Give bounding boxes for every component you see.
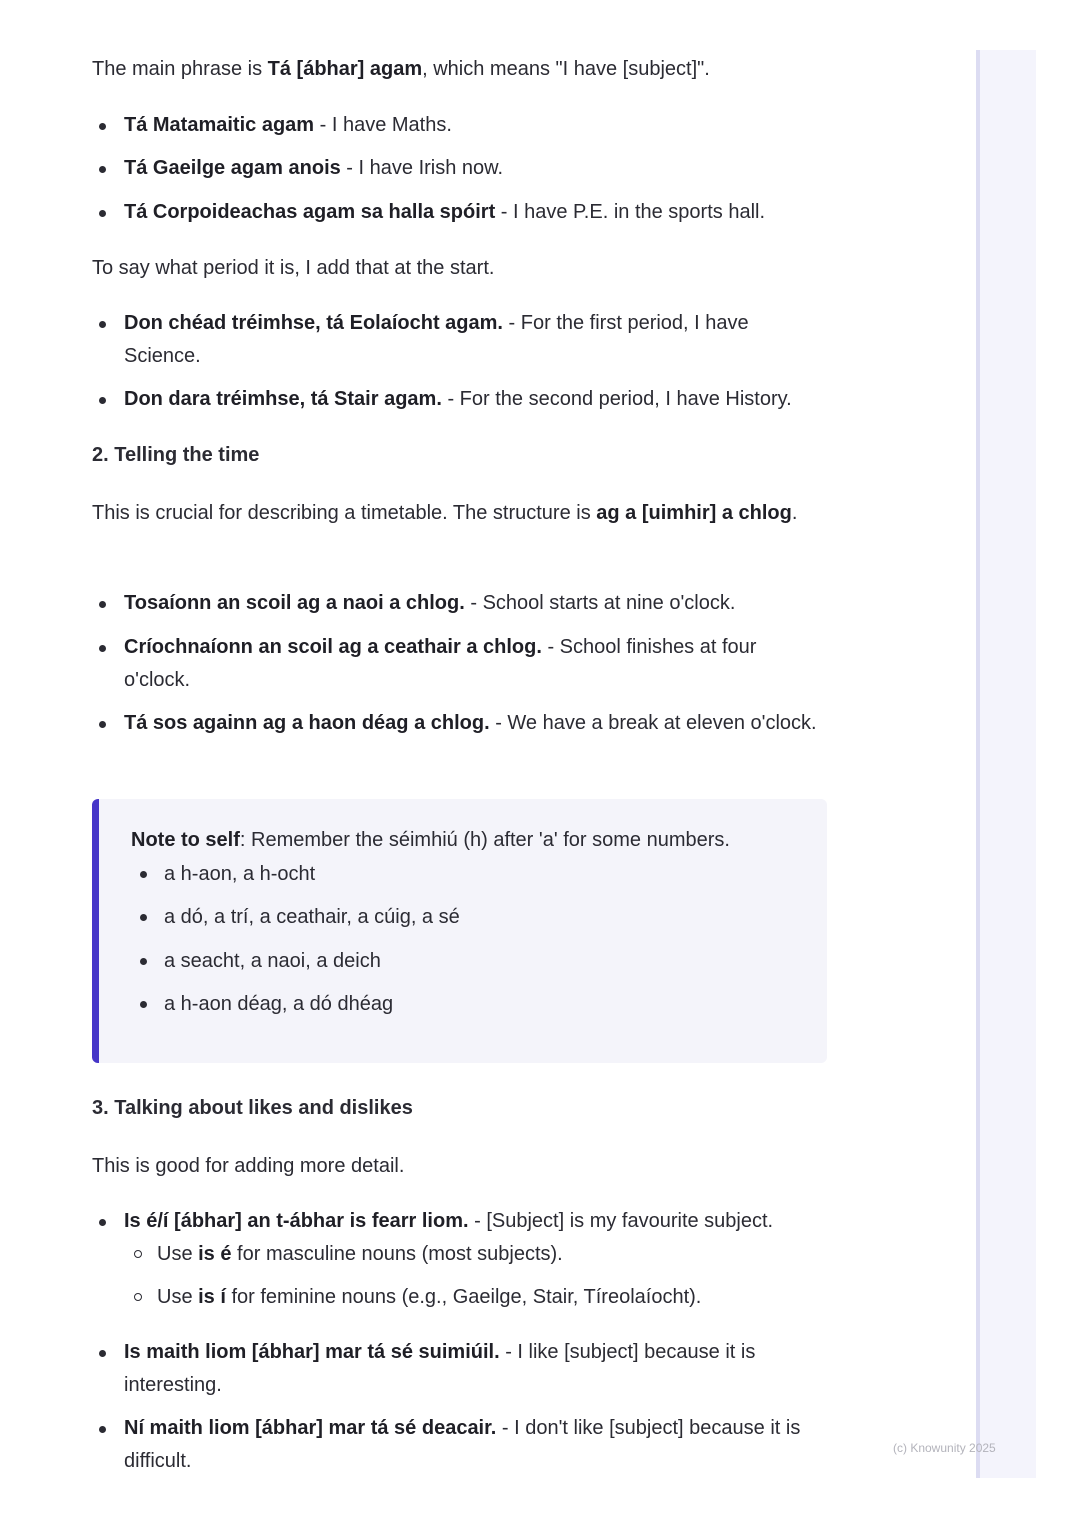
time-intro-text: This is crucial for describing a timetable. The structure is xyxy=(92,502,597,524)
list-item xyxy=(124,196,826,229)
irish-phrase: Don chéad tréimhse, tá Eolaíocht agam. xyxy=(124,312,503,334)
english-translation: - For the second period, I have History. xyxy=(441,388,792,410)
list-item xyxy=(124,383,826,416)
list-item xyxy=(124,587,826,620)
list-item xyxy=(124,152,826,185)
sub-text: Use xyxy=(157,1243,199,1265)
list-item xyxy=(124,307,826,373)
intro-phrase: Tá [ábhar] agam xyxy=(267,58,423,80)
section-heading-time: 2. Telling the time xyxy=(92,444,260,466)
likes-intro: This is good for adding more detail. xyxy=(92,1155,405,1177)
english-translation: - For the first period, I have Science. xyxy=(124,312,749,367)
sub-text: for feminine nouns (e.g., Gaeilge, Stair, Tíreolaíocht). xyxy=(225,1286,702,1308)
irish-phrase: Tá Corpoideachas agam sa halla spóirt xyxy=(124,201,496,223)
sub-keyword: is í xyxy=(198,1286,226,1308)
english-translation: - School finishes at four o'clock. xyxy=(124,636,757,691)
sub-keyword: is é xyxy=(198,1243,232,1265)
intro-text: The main phrase is xyxy=(92,58,268,80)
note-text: : Remember the séimhiú (h) after 'a' for some numbers. xyxy=(239,829,730,851)
irish-phrase: Ní maith liom [ábhar] mar tá sé deacair. xyxy=(124,1417,497,1439)
irish-phrase: Tá Gaeilge agam anois xyxy=(124,157,341,179)
english-translation: - I like [subject] because it is interesting. xyxy=(124,1341,756,1396)
time-structure: ag a [uimhir] a chlog xyxy=(596,502,792,524)
english-translation: - I have Irish now. xyxy=(340,157,504,179)
list-item xyxy=(124,707,826,740)
sub-text: Use xyxy=(157,1286,199,1308)
irish-phrase: Críochnaíonn an scoil ag a ceathair a chlog. xyxy=(124,636,542,658)
english-translation: - We have a break at eleven o'clock. xyxy=(489,712,817,734)
sub-list-item xyxy=(157,1238,826,1271)
time-intro-paragraph xyxy=(92,496,826,531)
english-translation: - I have P.E. in the sports hall. xyxy=(495,201,766,223)
intro-paragraph xyxy=(92,52,826,87)
note-list-item: a seacht, a naoi, a deich xyxy=(164,945,381,977)
note-list-item: a dó, a trí, a ceathair, a cúig, a sé xyxy=(164,901,460,933)
callout-accent-bar xyxy=(92,799,99,1063)
english-translation: - School starts at nine o'clock. xyxy=(464,592,736,614)
irish-phrase: Is é/í [ábhar] an t-ábhar is fearr liom. xyxy=(124,1210,469,1232)
time-intro-end: . xyxy=(791,502,798,524)
irish-phrase: Tosaíonn an scoil ag a naoi a chlog. xyxy=(124,592,465,614)
list-item xyxy=(124,109,826,142)
intro-meaning: , which means "I have [subject]". xyxy=(422,58,710,80)
irish-phrase: Is maith liom [ábhar] mar tá sé suimiúil. xyxy=(124,1341,500,1363)
irish-phrase: Tá sos againn ag a haon déag a chlog. xyxy=(124,712,490,734)
english-translation: - I have Maths. xyxy=(314,114,452,136)
right-sidebar-panel xyxy=(976,50,1036,1478)
list-item xyxy=(124,1412,826,1478)
sub-text: for masculine nouns (most subjects). xyxy=(231,1243,563,1265)
section-heading-likes: 3. Talking about likes and dislikes xyxy=(92,1097,413,1119)
english-translation: - I don't like [subject] because it is difficult. xyxy=(124,1417,801,1472)
note-title xyxy=(131,824,730,856)
note-label: Note to self xyxy=(131,829,240,851)
list-item xyxy=(124,1336,826,1402)
note-callout xyxy=(92,799,827,1063)
irish-phrase: Don dara tréimhse, tá Stair agam. xyxy=(124,388,442,410)
note-list-item: a h-aon déag, a dó dhéag xyxy=(164,988,393,1020)
irish-phrase: Tá Matamaitic agam xyxy=(124,114,315,136)
list-item xyxy=(124,631,826,697)
list-item xyxy=(124,1205,826,1238)
period-intro: To say what period it is, I add that at the start. xyxy=(92,257,495,279)
sub-list-item xyxy=(157,1281,826,1314)
watermark: (c) Knowunity 2025 xyxy=(893,1441,996,1455)
english-translation: - [Subject] is my favourite subject. xyxy=(468,1210,774,1232)
note-list-item: a h-aon, a h-ocht xyxy=(164,858,315,890)
